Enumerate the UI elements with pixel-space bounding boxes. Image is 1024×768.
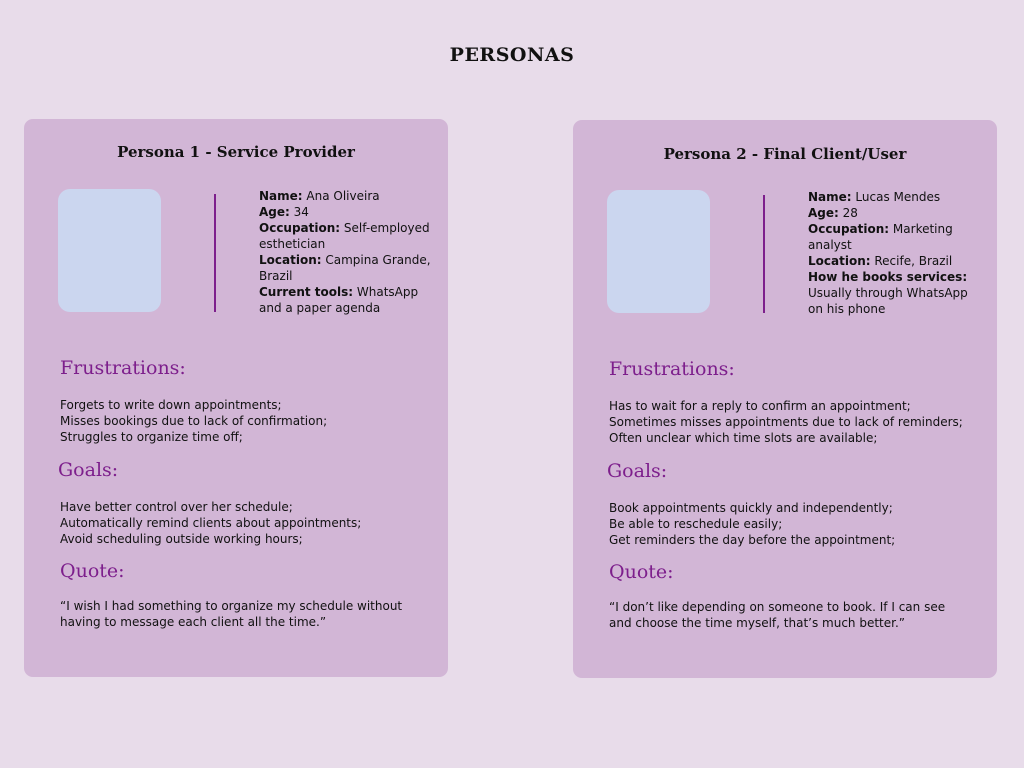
info-location: Location: Campina Grande, Brazil: [259, 253, 431, 283]
goals-heading: Goals:: [58, 459, 119, 481]
frustrations-heading: Frustrations:: [60, 357, 186, 379]
info-current-tools: Current tools: WhatsApp and a paper agenda: [259, 285, 419, 315]
persona-title: Persona 2 - Final Client/User: [663, 145, 907, 163]
vertical-divider: [214, 194, 216, 312]
info-age: Age: 34: [259, 205, 309, 219]
list-item: Get reminders the day before the appointment;: [609, 533, 896, 547]
frustrations-list: [60, 397, 440, 445]
goals-list: [60, 499, 440, 547]
list-item: Book appointments quickly and independently;: [609, 501, 893, 515]
info-age: Age: 28: [808, 206, 858, 220]
info-occupation: Occupation: Marketing analyst: [808, 222, 953, 252]
info-location: Location: Recife, Brazil: [808, 254, 953, 268]
persona-card-1: [24, 119, 448, 677]
quote-text: [60, 598, 440, 630]
list-item: Struggles to organize time off;: [60, 430, 243, 444]
frustrations-heading: Frustrations:: [609, 358, 735, 380]
info-name: Name: Lucas Mendes: [808, 190, 941, 204]
list-item: Often unclear which time slots are available;: [609, 431, 878, 445]
quote-line: “I wish I had something to organize my schedule without: [60, 599, 403, 613]
list-item: Have better control over her schedule;: [60, 500, 293, 514]
list-item: Forgets to write down appointments;: [60, 398, 282, 412]
quote-text: [609, 599, 989, 631]
goals-heading: Goals:: [607, 460, 668, 482]
list-item: Misses bookings due to lack of confirmation;: [60, 414, 328, 428]
persona-title: Persona 1 - Service Provider: [117, 143, 355, 161]
info-occupation: Occupation: Self-employed esthetician: [259, 221, 430, 251]
persona-info: [259, 188, 434, 316]
quote-line: “I don’t like depending on someone to book. If I can see: [609, 600, 946, 614]
quote-line: and choose the time myself, that’s much better.”: [609, 616, 905, 630]
persona-photo-placeholder: [58, 189, 161, 312]
quote-line: having to message each client all the time.”: [60, 615, 327, 629]
quote-heading: Quote:: [609, 561, 674, 583]
persona-card-2: [573, 120, 997, 678]
list-item: Sometimes misses appointments due to lack of reminders;: [609, 415, 963, 429]
list-item: Avoid scheduling outside working hours;: [60, 532, 303, 546]
persona-photo-placeholder: [607, 190, 710, 313]
frustrations-list: [609, 398, 989, 446]
list-item: Automatically remind clients about appointments;: [60, 516, 362, 530]
page-title: PERSONAS: [449, 44, 575, 66]
list-item: Has to wait for a reply to confirm an appointment;: [609, 399, 911, 413]
goals-list: [609, 500, 989, 548]
quote-heading: Quote:: [60, 560, 125, 582]
vertical-divider: [763, 195, 765, 313]
info-booking-method: How he books services: Usually through WhatsApp on his phone: [808, 270, 968, 316]
persona-info: [808, 189, 983, 317]
list-item: Be able to reschedule easily;: [609, 517, 783, 531]
info-name: Name: Ana Oliveira: [259, 189, 380, 203]
